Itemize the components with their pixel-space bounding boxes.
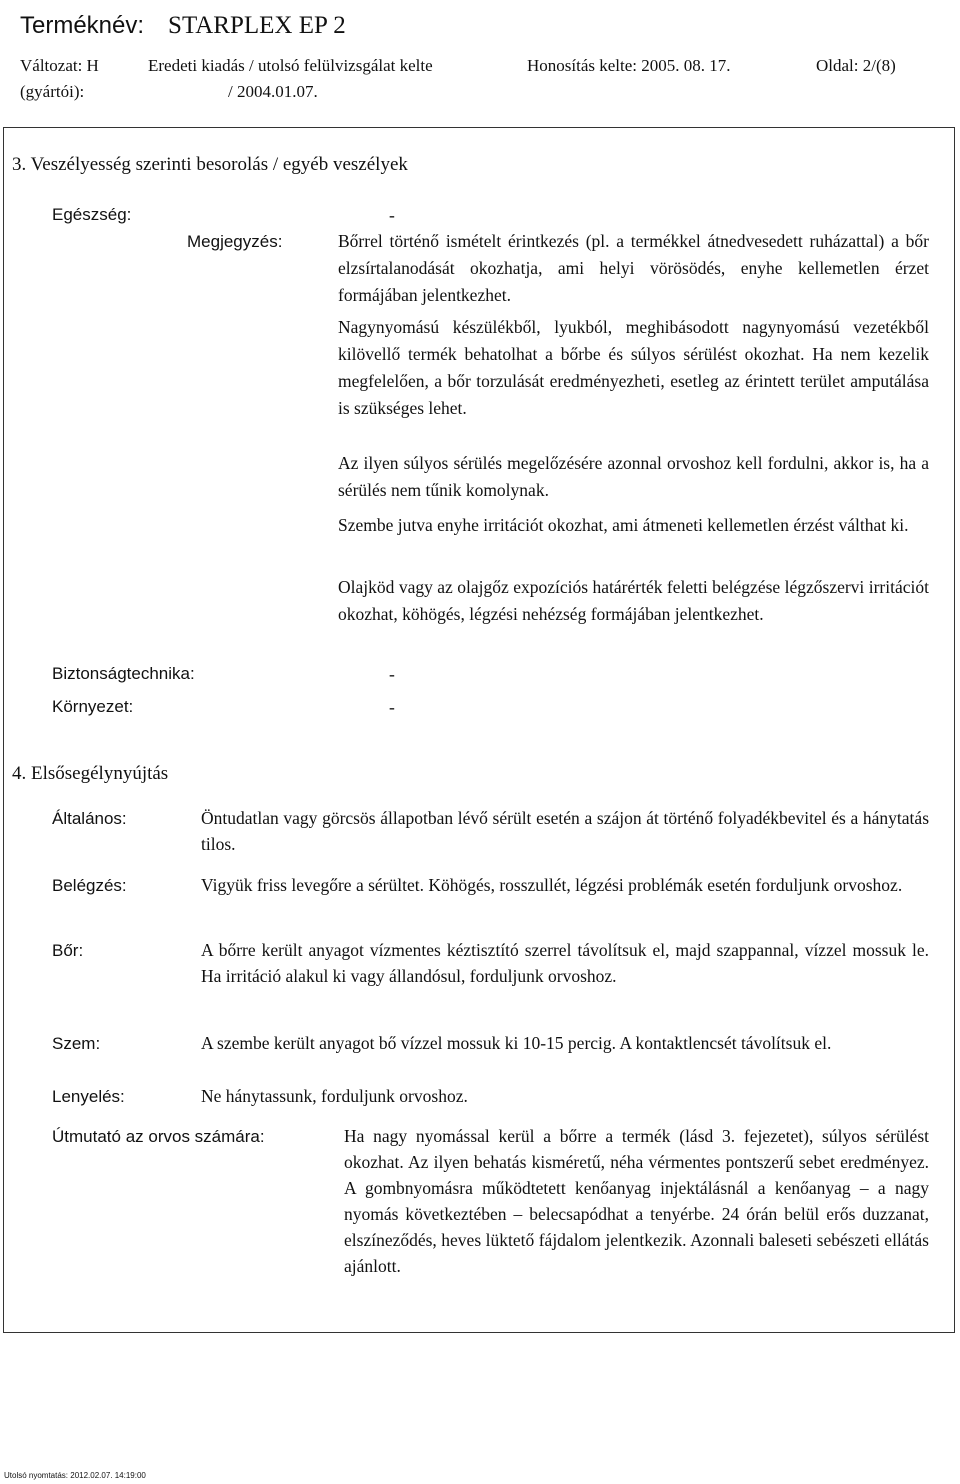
- version-label: Változat: H: [20, 56, 99, 75]
- eye-text: A szembe került anyagot bő vízzel mossuk ki 10-15 percig. A kontaktlencsét távolítsuk el.: [201, 1033, 832, 1053]
- doctor-text: Ha nagy nyomással kerül a bőrre a termék (lásd 3. fejezetet), súlyos sérülést okozhat. Az ilyen behatás kisméretű, néha vérmentes pontszerű sebet eredményez. A gombnyomásra működtetett kenőanyag injektálásnál a kenőanyag – a nagy nyomás következtében – belecsapódhat a tenyérbe. 24 órán belül erős duzzanat, elszíneződés, heves lüktető fájdalom jelentkezik. Azonnali baleseti sebészeti ellátás ajánlott.: [344, 1126, 929, 1276]
- environment-label: Környezet:: [52, 697, 134, 716]
- general-label: Általános:: [52, 809, 127, 828]
- ingestion-label: Lenyelés:: [52, 1087, 125, 1106]
- general-text: Öntudatlan vagy görcsös állapotban lévő sérült esetén a szájon át történő folyadékbevitel és a hánytatás tilos.: [201, 808, 929, 854]
- issue-value: / 2004.01.07.: [228, 82, 318, 101]
- issue-label: Eredeti kiadás / utolsó felülvizsgálat kelte: [148, 56, 433, 75]
- inhalation-text: Vigyük friss levegőre a sérültet. Köhögés, rosszullét, légzési problémák esetén forduljunk orvoshoz.: [201, 875, 903, 895]
- inhalation-label: Belégzés:: [52, 876, 127, 895]
- page-number: Oldal: 2/(8): [816, 56, 896, 75]
- version-sub: (gyártói):: [20, 82, 85, 101]
- section3-title: 3. Veszélyesség szerinti besorolás / egyéb veszélyek: [12, 154, 408, 175]
- harmonized-date: Honosítás kelte: 2005. 08. 17.: [527, 56, 731, 75]
- note-paragraph-5: Olajköd vagy az olajgőz expozíciós határérték feletti belégzése légzőszervi irritációt okozhat, köhögés, légzési nehézség formájában jelentkezhet.: [338, 577, 929, 624]
- note-paragraph-1: Bőrrel történő ismételt érintkezés (pl. a termékkel átnedvesedett ruházattal) a bőr elzsírtalanodását okozhatja, ami helyi vörösödés, enyhe kellemetlen érzet formájában jelentkezhet.: [338, 231, 929, 305]
- safety-value: -: [389, 664, 395, 684]
- skin-label: Bőr:: [52, 941, 84, 960]
- ingestion-text: Ne hánytassunk, forduljunk orvoshoz.: [201, 1086, 468, 1106]
- note-label: Megjegyzés:: [187, 232, 283, 251]
- health-value: -: [389, 205, 395, 225]
- note-paragraph-3: Az ilyen súlyos sérülés megelőzésére azonnal orvoshoz kell fordulni, akkor is, ha a sérülés nem tűnik komolynak.: [338, 453, 929, 500]
- note-paragraph-2: Nagynyomású készülékből, lyukból, meghibásodott nagynyomású vezetékből kilövellő termék behatolhat a bőrbe és súlyos sérülést okozhat. Ha nem kezelik megfelelően, a bőr torzulását eredményezheti, esetleg az érintett terület amputálása is szükséges lehet.: [338, 317, 929, 418]
- skin-text: A bőrre került anyagot vízmentes kéztisztító szerrel távolítsuk el, majd szappannal, vízzel mossuk le. Ha irritáció alakul ki vagy állandósul, forduljunk orvoshoz.: [201, 940, 929, 986]
- doctor-label: Útmutató az orvos számára:: [52, 1127, 265, 1146]
- environment-value: -: [389, 697, 395, 717]
- product-name: STARPLEX EP 2: [168, 12, 346, 39]
- health-label: Egészség:: [52, 205, 132, 224]
- eye-label: Szem:: [52, 1034, 101, 1053]
- document-header-title: [20, 12, 346, 40]
- print-timestamp: Utolsó nyomtatás: 2012.02.07. 14:19:00: [4, 1471, 146, 1480]
- safety-label: Biztonságtechnika:: [52, 664, 195, 683]
- product-label: Terméknév:: [20, 12, 145, 39]
- note-paragraph-4: Szembe jutva enyhe irritációt okozhat, ami átmeneti kellemetlen érzést válthat ki.: [338, 515, 909, 535]
- section4-title: 4. Elsősegélynyújtás: [12, 763, 169, 784]
